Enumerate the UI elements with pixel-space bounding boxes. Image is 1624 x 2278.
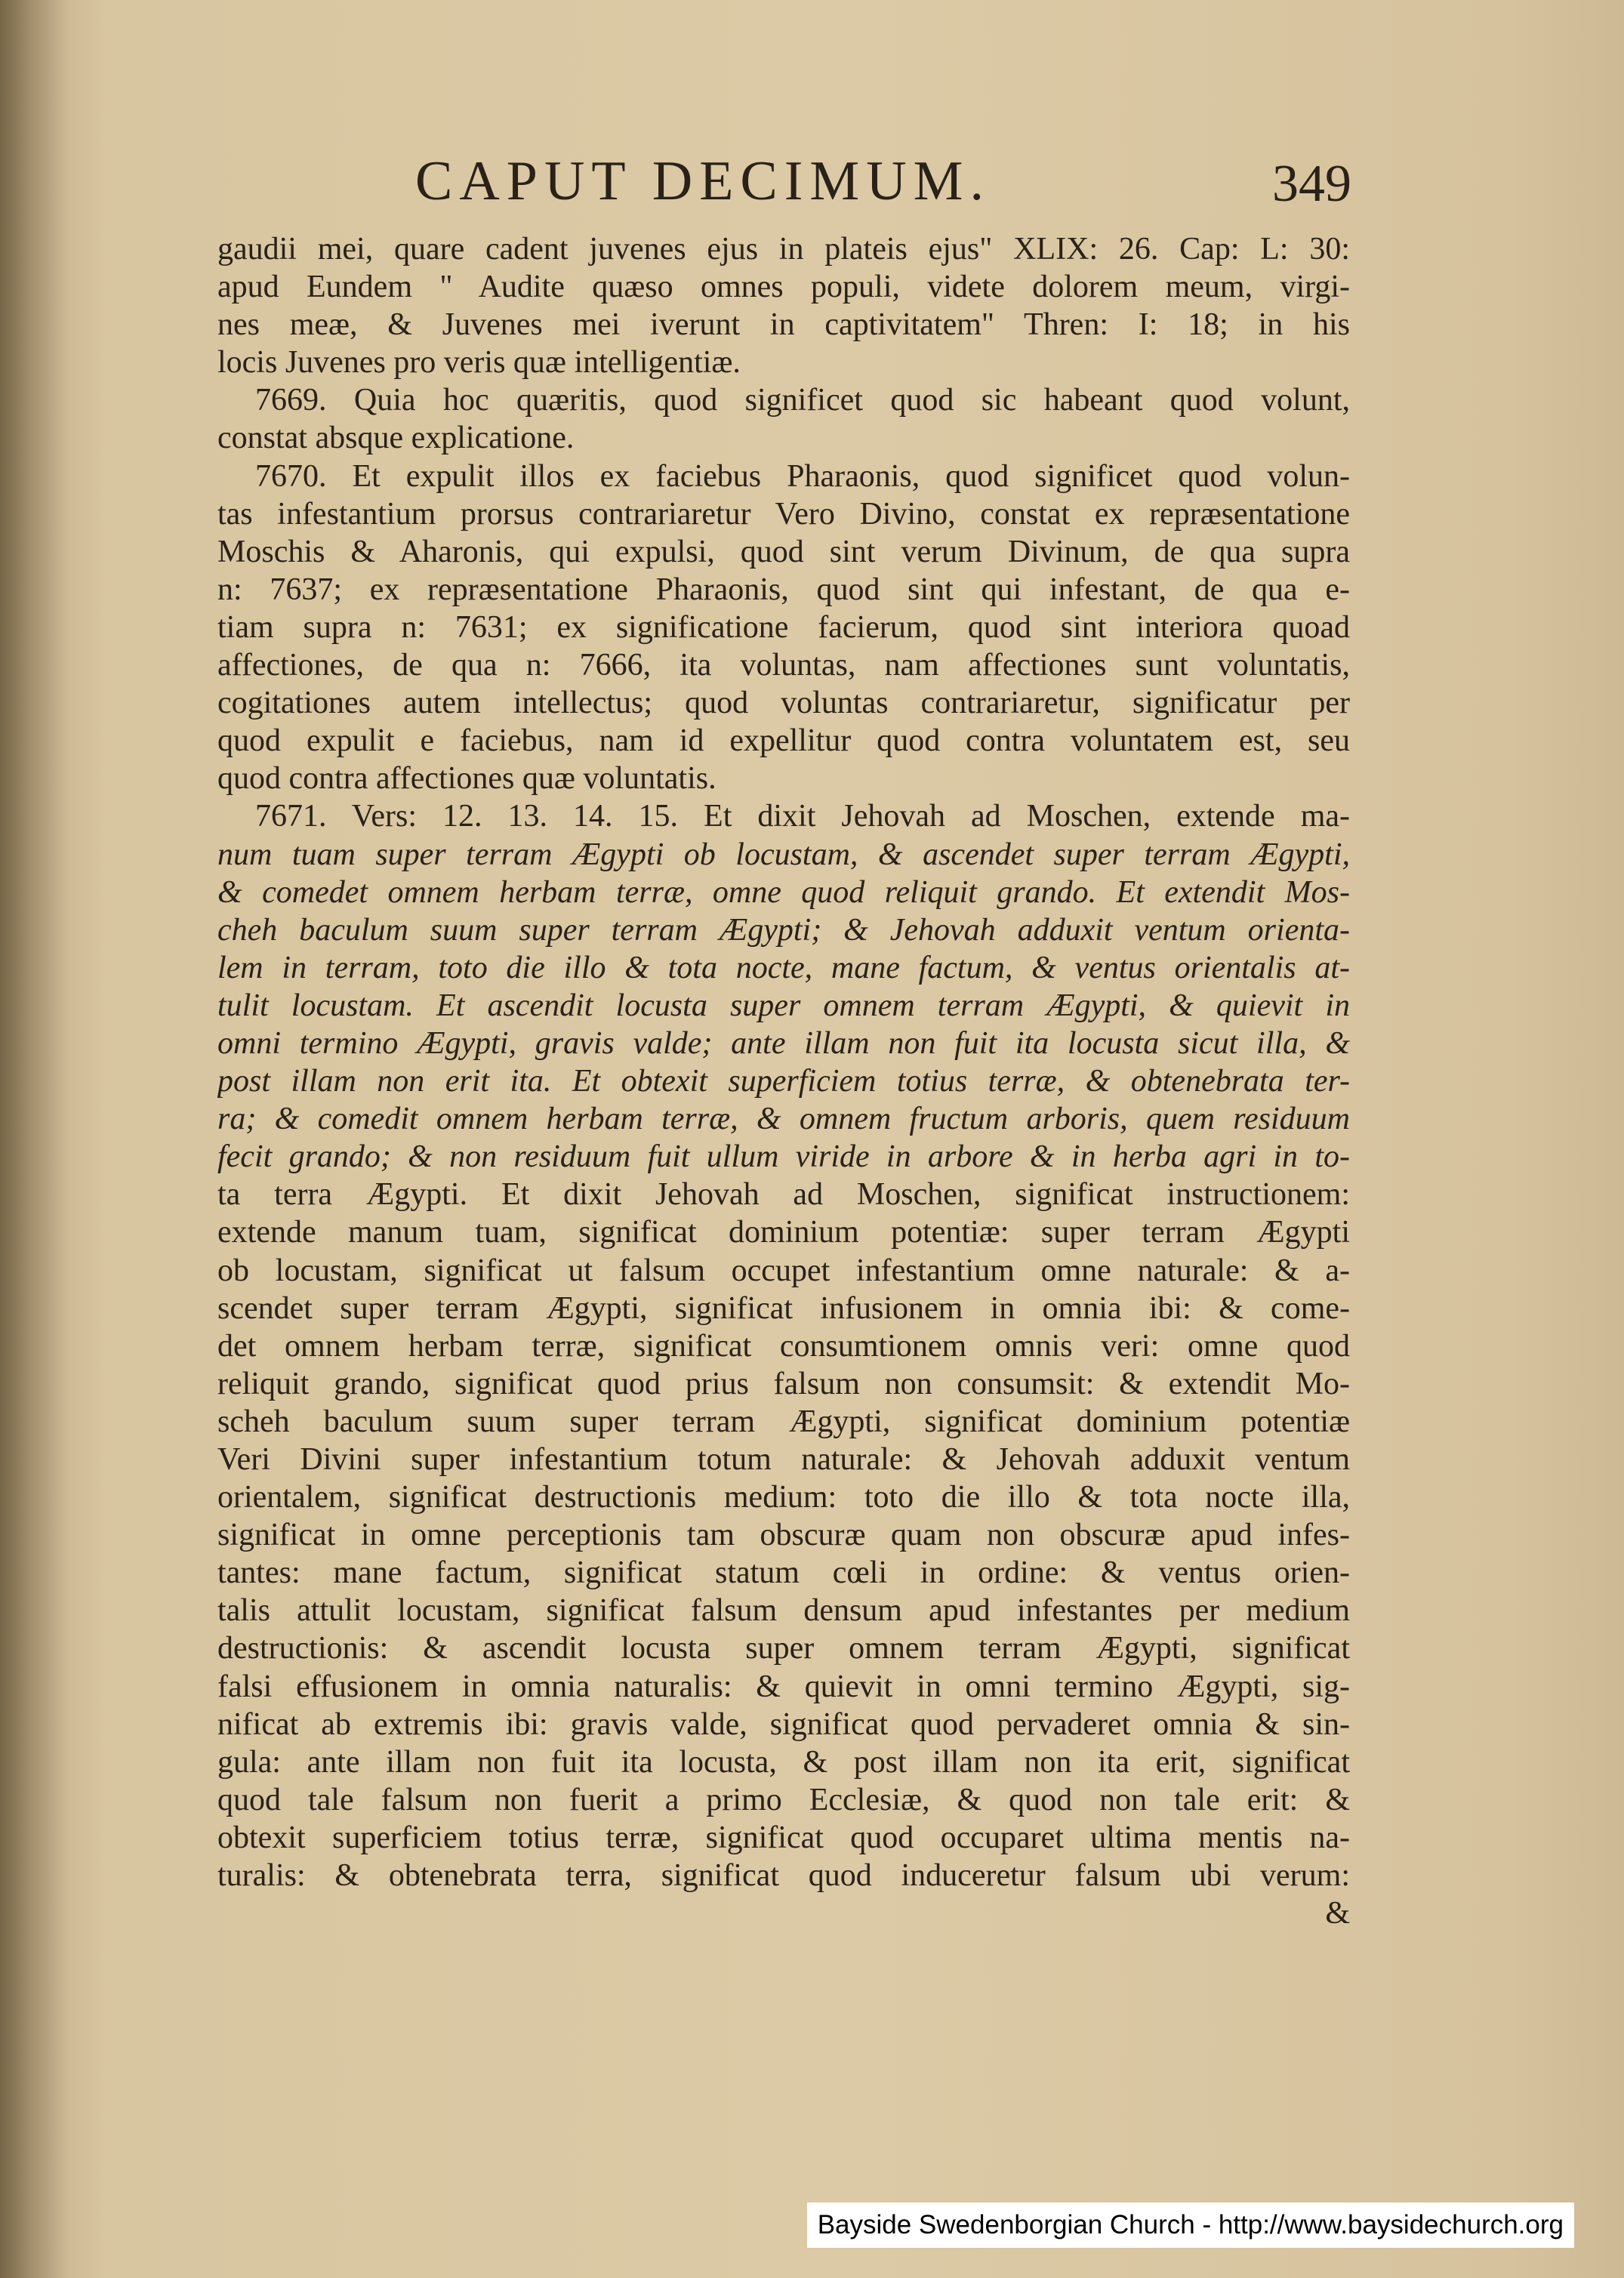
- text-line: affectiones, de qua n: 7666, ita voluntas, nam affectiones sunt voluntatis,: [217, 648, 1350, 683]
- text-line: falsi effusionem in omnia naturalis: & quievit in omni termino Ægypti, sig-: [217, 1669, 1350, 1704]
- catchword: &: [1325, 1896, 1350, 1931]
- running-title: CAPUT DECIMUM.: [415, 150, 991, 212]
- text-line: ob locustam, significat ut falsum occupet infestantium omne naturale: & a-: [217, 1253, 1350, 1288]
- text-line: post illam non erit ita. Et obtexit superficiem totius terræ, & obtenebrata ter-: [217, 1064, 1350, 1099]
- text-line: 7671. Vers: 12. 13. 14. 15. Et dixit Jehovah ad Moschen, extende ma-: [255, 799, 1350, 834]
- text-line: scendet super terram Ægypti, significat infusionem in omnia ibi: & come-: [217, 1290, 1350, 1326]
- body-text: [217, 230, 1350, 1932]
- text-line: omni termino Ægypti, gravis valde; ante illam non fuit ita locusta sicut illa, &: [217, 1025, 1350, 1061]
- page-header: [219, 150, 1351, 217]
- text-line: det omnem herbam terræ, significat consumtionem omnis veri: omne quod: [217, 1328, 1350, 1364]
- text-line: scheh baculum suum super terram Ægypti, significat dominium potentiæ: [217, 1404, 1350, 1439]
- text-line: nes meæ, & Juvenes mei iverunt in captivitatem" Thren: I: 18; in his: [217, 307, 1350, 343]
- text-line: Veri Divini super infestantium totum naturale: & Jehovah adduxit ventum: [217, 1442, 1350, 1477]
- text-line: lem in terram, toto die illo & tota nocte, mane factum, & ventus orientalis at-: [217, 950, 1350, 985]
- text-line: ra; & comedit omnem herbam terræ, & omnem fructum arboris, quem residuum: [217, 1102, 1350, 1137]
- text-line: n: 7637; ex repræsentatione Pharaonis, quod sint qui infestant, de qua e-: [217, 572, 1350, 607]
- text-line: obtexit superficiem totius terræ, significat quod occuparet ultima mentis na-: [217, 1820, 1350, 1855]
- text-line: tas infestantium prorsus contrariaretur Vero Divino, constat ex repræsentatione: [217, 496, 1350, 532]
- text-line: destructionis: & ascendit locusta super omnem terram Ægypti, significat: [217, 1631, 1350, 1666]
- text-line: & comedet omnem herbam terræ, omne quod reliquit grando. Et extendit Mos-: [217, 874, 1350, 910]
- source-credit: Bayside Swedenborgian Church - http://www.baysidechurch.org: [807, 2202, 1574, 2248]
- text-line: tulit locustam. Et ascendit locusta super omnem terram Ægypti, & quievit in: [217, 988, 1350, 1023]
- text-line: quod expulit e faciebus, nam id expellitur quod contra voluntatem est, seu: [217, 723, 1350, 759]
- text-line: ta terra Ægypti. Et dixit Jehovah ad Moschen, significat instructionem:: [217, 1177, 1350, 1213]
- text-line: quod tale falsum non fuerit a primo Ecclesiæ, & quod non tale erit: &: [217, 1782, 1350, 1817]
- text-line: cheh baculum suum super terram Ægypti; & Jehovah adduxit ventum orienta-: [217, 912, 1350, 948]
- text-line: quod contra affectiones quæ voluntatis.: [217, 761, 716, 797]
- text-line: constat absque explicatione.: [217, 421, 575, 456]
- text-line: num tuam super terram Ægypti ob locustam, & ascendet super terram Ægypti,: [217, 837, 1350, 872]
- text-line: 7669. Quia hoc quæritis, quod significet quod sic habeant quod volunt,: [255, 383, 1350, 418]
- text-line: locis Juvenes pro veris quæ intelligentiæ.: [217, 345, 741, 381]
- page-number: 349: [1272, 155, 1351, 213]
- text-line: fecit grando; & non residuum fuit ullum viride in arbore & in herba agri in to-: [217, 1139, 1350, 1175]
- spine-shadow: [0, 0, 68, 2278]
- text-line: 7670. Et expulit illos ex faciebus Pharaonis, quod significet quod volun-: [255, 458, 1350, 494]
- text-line: gula: ante illam non fuit ita locusta, & post illam non ita erit, significat: [217, 1744, 1350, 1780]
- text-line: gaudii mei, quare cadent juvenes ejus in plateis ejus" XLIX: 26. Cap: L: 30:: [217, 232, 1350, 267]
- text-line: turalis: & obtenebrata terra, significat quod induceretur falsum ubi verum:: [217, 1858, 1350, 1894]
- text-line: talis attulit locustam, significat falsum densum apud infestantes per medium: [217, 1593, 1350, 1629]
- text-line: significat in omne perceptionis tam obscuræ quam non obscuræ apud infes-: [217, 1518, 1350, 1553]
- text-line: orientalem, significat destructionis medium: toto die illo & tota nocte illa,: [217, 1480, 1350, 1515]
- text-line: reliquit grando, significat quod prius falsum non consumsit: & extendit Mo-: [217, 1366, 1350, 1401]
- text-line: Moschis & Aharonis, qui expulsi, quod sint verum Divinum, de qua supra: [217, 534, 1350, 569]
- text-line: tiam supra n: 7631; ex significatione facierum, quod sint interiora quoad: [217, 609, 1350, 645]
- text-line: tantes: mane factum, significat statum cœli in ordine: & ventus orien-: [217, 1555, 1350, 1591]
- text-line: apud Eundem " Audite quæso omnes populi, videte dolorem meum, virgi-: [217, 270, 1350, 305]
- text-line: cogitationes autem intellectus; quod voluntas contrariaretur, significatur per: [217, 686, 1350, 721]
- text-line: extende manum tuam, significat dominium potentiæ: super terram Ægypti: [217, 1215, 1350, 1250]
- text-line: nificat ab extremis ibi: gravis valde, significat quod pervaderet omnia & sin-: [217, 1706, 1350, 1742]
